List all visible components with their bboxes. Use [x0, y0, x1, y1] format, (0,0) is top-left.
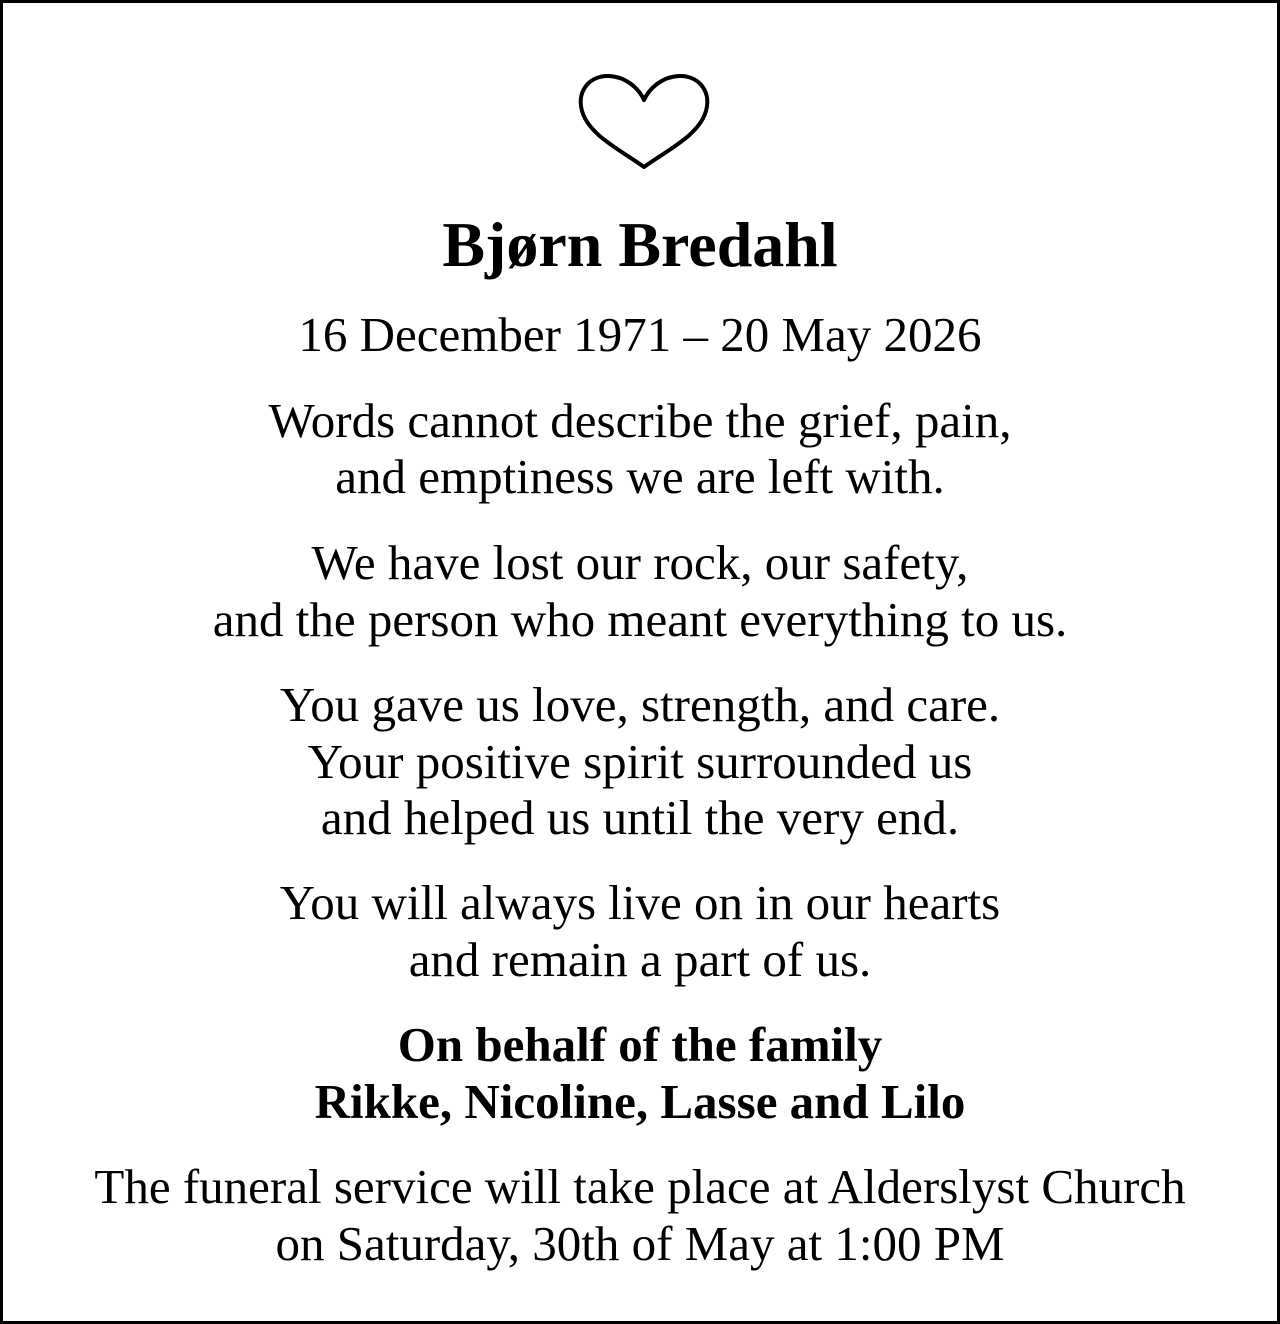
paragraph-3-line-2: Your positive spirit surrounded us: [307, 734, 973, 789]
deceased-name: Bjørn Bredahl: [442, 209, 838, 280]
signature-line-2: Rikke, Nicoline, Lasse and Lilo: [314, 1074, 966, 1129]
paragraph-2-line-2: and the person who meant everything to us.: [212, 592, 1068, 647]
signature-line-1: On behalf of the family: [397, 1017, 883, 1072]
heart-outline-icon: [573, 69, 715, 173]
paragraph-2-line-1: We have lost our rock, our safety,: [311, 535, 969, 590]
paragraph-4-line-2: and remain a part of us.: [408, 932, 872, 987]
paragraph-3-line-3: and helped us until the very end.: [320, 790, 960, 845]
paragraph-3-line-1: You gave us love, strength, and care.: [279, 677, 1001, 732]
paragraph-1-line-1: Words cannot describe the grief, pain,: [268, 393, 1012, 448]
funeral-info-line-2: on Saturday, 30th of May at 1:00 PM: [275, 1216, 1005, 1271]
paragraph-1-line-2: and emptiness we are left with.: [335, 449, 945, 504]
paragraph-4-line-1: You will always live on in our hearts: [279, 875, 1001, 930]
life-dates: 16 December 1971 – 20 May 2026: [298, 307, 982, 362]
funeral-info-line-1: The funeral service will take place at Alderslyst Church: [94, 1159, 1186, 1214]
